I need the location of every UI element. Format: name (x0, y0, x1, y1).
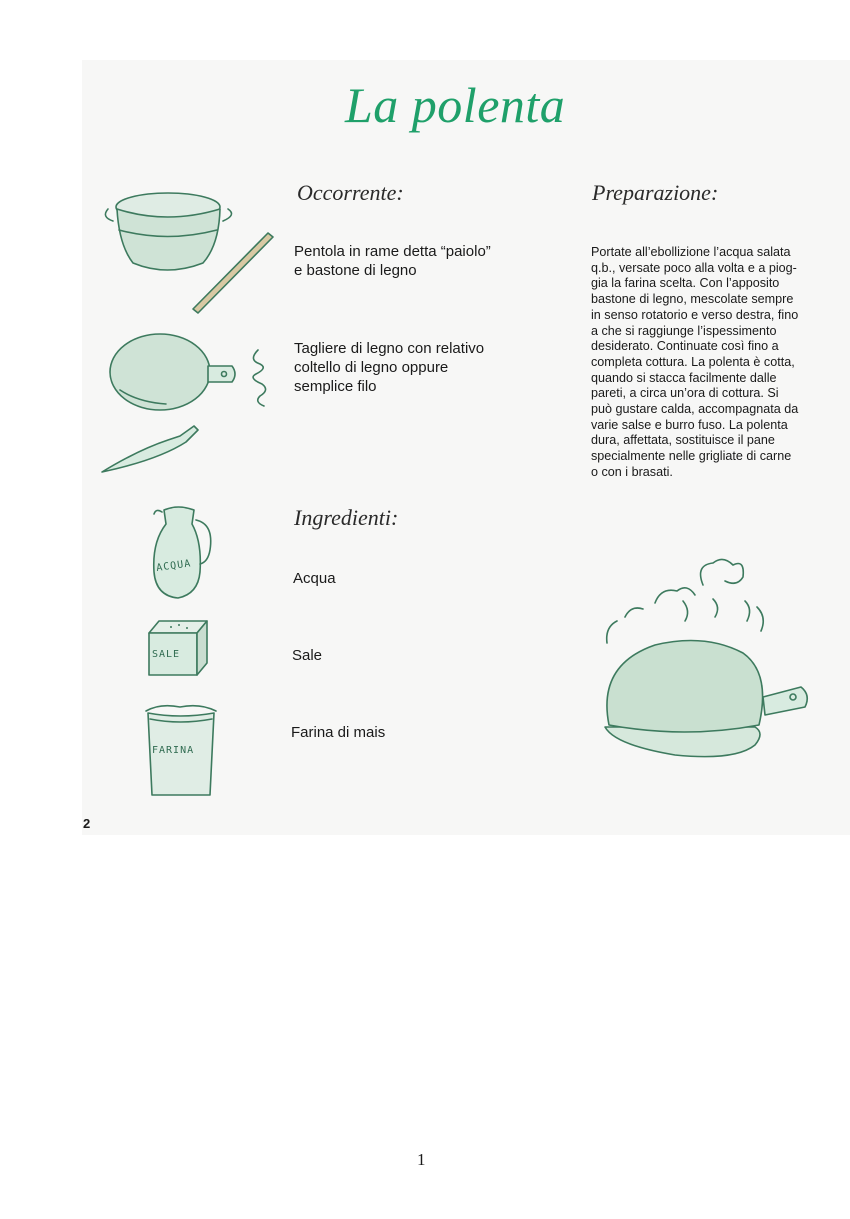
prep-line: o con i brasati. (591, 464, 673, 479)
recipe-title: La polenta (345, 77, 566, 133)
salt-box-icon (145, 617, 215, 679)
source-page-number: 2 (83, 816, 91, 831)
prep-line: varie salse e burro fuso. La polenta (591, 417, 788, 432)
item-line: coltello di legno oppure (294, 359, 449, 376)
salt-label: SALE (152, 649, 181, 660)
prep-line: desiderato. Continuate così fino a (591, 339, 779, 354)
ingredient-acqua: Acqua (293, 570, 336, 587)
jug-label: ACQUA (155, 558, 192, 574)
ingredienti-heading: Ingredienti: (294, 505, 399, 530)
prep-line: specialmente nelle grigliate di carne (591, 449, 792, 464)
steaming-polenta-icon (595, 555, 830, 775)
water-jug-icon (148, 502, 218, 602)
preparazione-text (591, 245, 823, 481)
preparazione-heading: Preparazione: (592, 180, 719, 205)
copper-pot-icon (105, 185, 285, 320)
cutting-board-icon (98, 330, 288, 480)
flour-bag-icon (140, 701, 222, 799)
flour-label: FARINA (152, 745, 195, 756)
ingredient-farina: Farina di mais (291, 724, 386, 741)
occorrente-item-1 (294, 242, 491, 280)
prep-line: può gustare calda, accompagnata da (591, 402, 799, 417)
item-line: Tagliere di legno con relativo (294, 340, 485, 357)
occorrente-item-2 (294, 339, 484, 396)
prep-line: quando si stacca facilmente dalle (591, 370, 777, 385)
prep-line: pareti, a circa un’ora di cottura. Si (591, 386, 779, 401)
prep-line: completa cottura. La polenta è cotta, (591, 354, 795, 369)
prep-line: gia la farina scelta. Con l’apposito (591, 276, 780, 291)
prep-line: q.b., versate poco alla volta e a piog- (591, 260, 797, 275)
prep-line: bastone di legno, mescolate sempre (591, 292, 794, 307)
item-line: Pentola in rame detta “paiolo” (294, 243, 491, 260)
item-line: e bastone di legno (294, 262, 417, 279)
page-number: 1 (417, 1150, 426, 1169)
prep-line: in senso rotatorio e verso destra, fino (591, 307, 799, 322)
item-line: semplice filo (294, 378, 377, 395)
occorrente-heading: Occorrente: (297, 180, 404, 205)
prep-line: a che si raggiunge l’ispessimento (591, 323, 777, 338)
ingredient-sale: Sale (292, 647, 323, 664)
prep-line: Portate all’ebollizione l’acqua salata (591, 245, 791, 259)
prep-line: dura, affettata, sostituisce il pane (591, 433, 775, 448)
